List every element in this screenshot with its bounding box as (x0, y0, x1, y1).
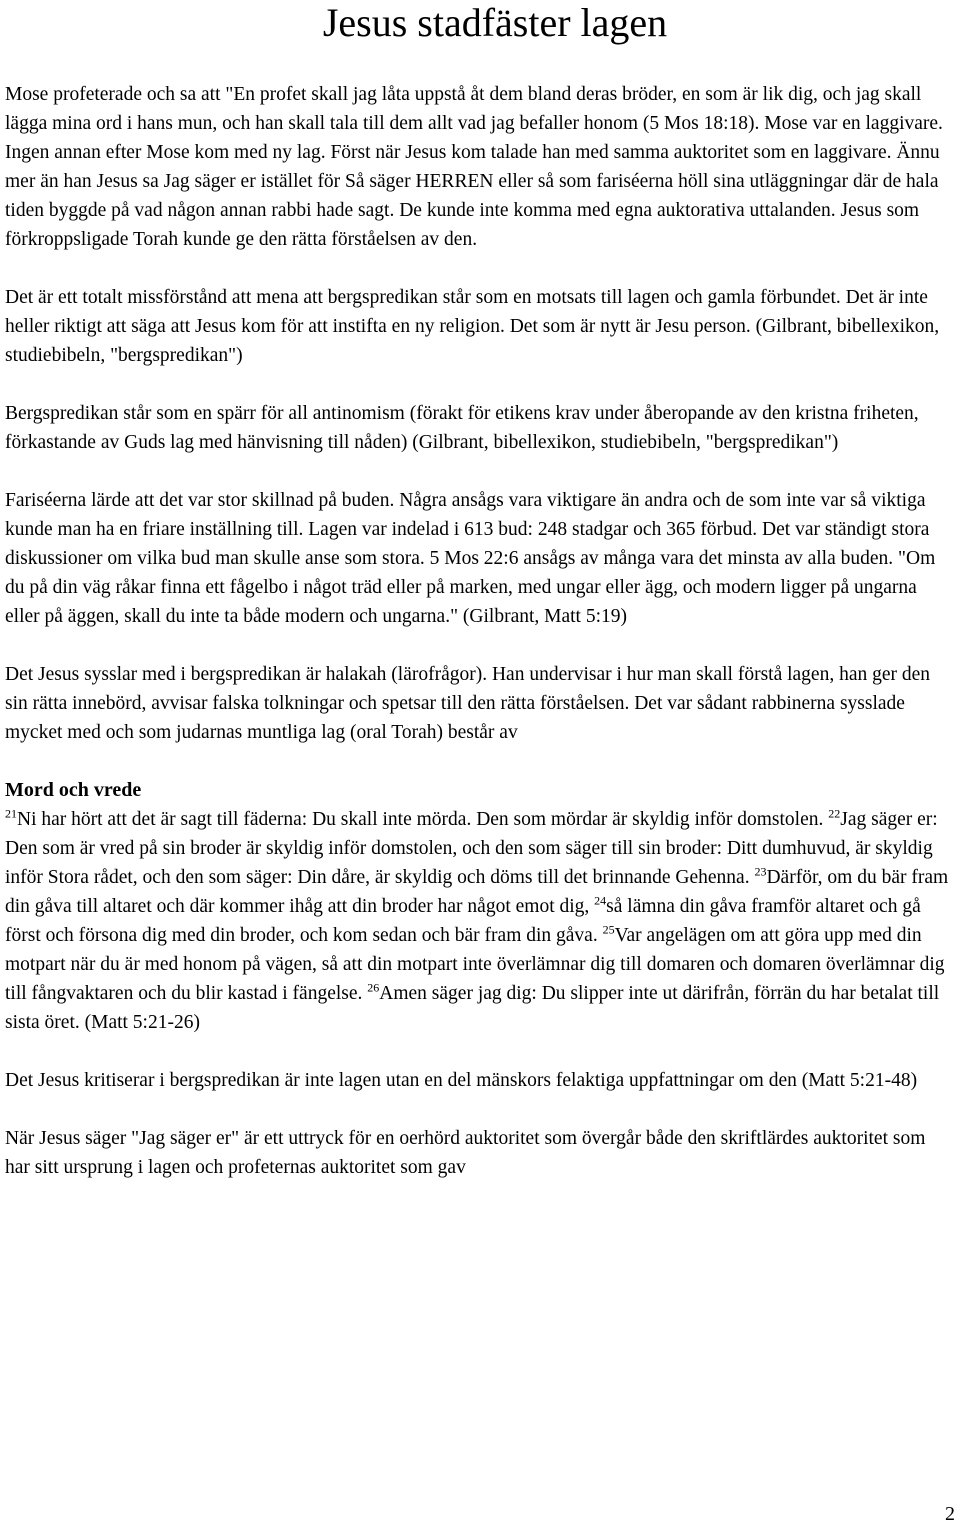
paragraph: Mose profeterade och sa att "En profet skall jag låta uppstå åt dem bland deras bröder, en som är lik dig, och jag skall lägga mina ord i hans mun, och han skall tala till dem allt vad jag befaller honom (5 Mos 18:18). Mose var en laggivare. Ingen annan efter Mose kom med ny lag. Först när Jesus kom talade han med samma auktoritet som en laggivare. Ännu mer än han Jesus sa Jag säger er istället för Så säger HERREN eller så som fariséerna höll sina utläggningar där de hala tiden byggde på vad någon annan rabbi hade sagt. De kunde inte komma med egna auktorativa uttalanden. Jesus som förkroppsligade Torah kunde ge den rätta förståelsen av den. (5, 84, 943, 250)
verse-number: 24 (594, 893, 607, 908)
paragraph: Bergspredikan står som en spärr för all antinomism (förakt för etikens krav under åberopande av den kristna friheten, förkastande av Guds lag med hänvisning till nåden) (Gilbrant, bibellexikon, studiebibeln, "bergspredikan") (5, 403, 919, 453)
scripture-passage (5, 805, 955, 1037)
verse-text: så lämna din gåva framför altaret och gå först och försona dig med din broder, och kom sedan och bär fram din gåva. (5, 896, 921, 946)
verse-number: 25 (602, 922, 615, 937)
verse-text: Därför, om du bär fram din gåva till altaret och där kommer ihåg att din broder har något emot dig, (5, 867, 949, 917)
paragraph: När Jesus säger "Jag säger er" är ett uttryck för en oerhörd auktoritet som övergår både den skriftlärdes auktoritet som har sitt ursprung i lagen och profeternas auktoritet som gav (5, 1128, 926, 1178)
verse-text: Ni har hört att det är sagt till fäderna: Du skall inte mörda. Den som mördar är skyldig inför domstolen. (17, 809, 829, 830)
paragraph: Det är ett totalt missförstånd att mena att bergspredikan står som en motsats till lagen och gamla förbundet. Det är inte heller riktigt att säga att Jesus kom för att instifta en ny religion. Det som är nytt är Jesu person. (Gilbrant, bibellexikon, studiebibeln, "bergspredikan") (5, 287, 940, 366)
document-body (5, 80, 955, 1211)
verse-number: 26 (367, 980, 380, 995)
page-title: Jesus stadfäster lagen (322, 0, 668, 45)
paragraph: Det Jesus kritiserar i bergspredikan är inte lagen utan en del mänskors felaktiga uppfattningar om den (Matt 5:21-48) (5, 1070, 918, 1091)
section-heading: Mord och vrede (5, 779, 142, 801)
verse-text: Var angelägen om att göra upp med din motpart när du är med honom på vägen, så att din motpart inte överlämnar dig till domaren och domaren överlämnar dig till fångvaktaren och du blir kastad i fängelse. (5, 925, 945, 1004)
verse-number: 22 (828, 806, 841, 821)
verse-number: 21 (5, 806, 17, 821)
paragraph: Det Jesus sysslar med i bergspredikan är halakah (lärofrågor). Han undervisar i hur man skall förstå lagen, han ger den sin rätta innebörd, avvisar falska tolkningar och spetsar till den rätta förståelsen. Det var sådant rabbinerna sysslade mycket med och som judarnas muntliga lag (oral Torah) består av (5, 664, 931, 743)
page-number: 2 (945, 1503, 955, 1525)
verse-text: Jag säger er: Den som är vred på sin broder är skyldig inför domstolen, och den som säger till sin broder: Ditt dumhuvud, är skyldig inför Stora rådet, och den som säger: Din dåre, är skyldig och döms till det brinnande Gehenna. (5, 809, 938, 888)
verse-text: Amen säger jag dig: Du slipper inte ut därifrån, förrän du har betalat till sista öret. (Matt 5:21-26) (5, 983, 940, 1033)
verse-number: 23 (754, 864, 767, 879)
paragraph: Fariséerna lärde att det var stor skillnad på buden. Några ansågs vara viktigare än andra och de som inte var så viktiga kunde man ha en friare inställning till. Lagen var indelad i 613 bud: 248 stadgar och 365 förbud. Det var ständigt stora diskussioner om vilka bud man skulle anse som stora. 5 Mos 22:6 ansågs av många vara det minsta av alla buden. "Om du på din väg råkar finna ett fågelbo i något träd eller på marken, med ungar eller ägg, och modern ligger på ungarna eller på äggen, skall du inte ta både modern och ungarna." (Gilbrant, Matt 5:19) (5, 490, 936, 627)
